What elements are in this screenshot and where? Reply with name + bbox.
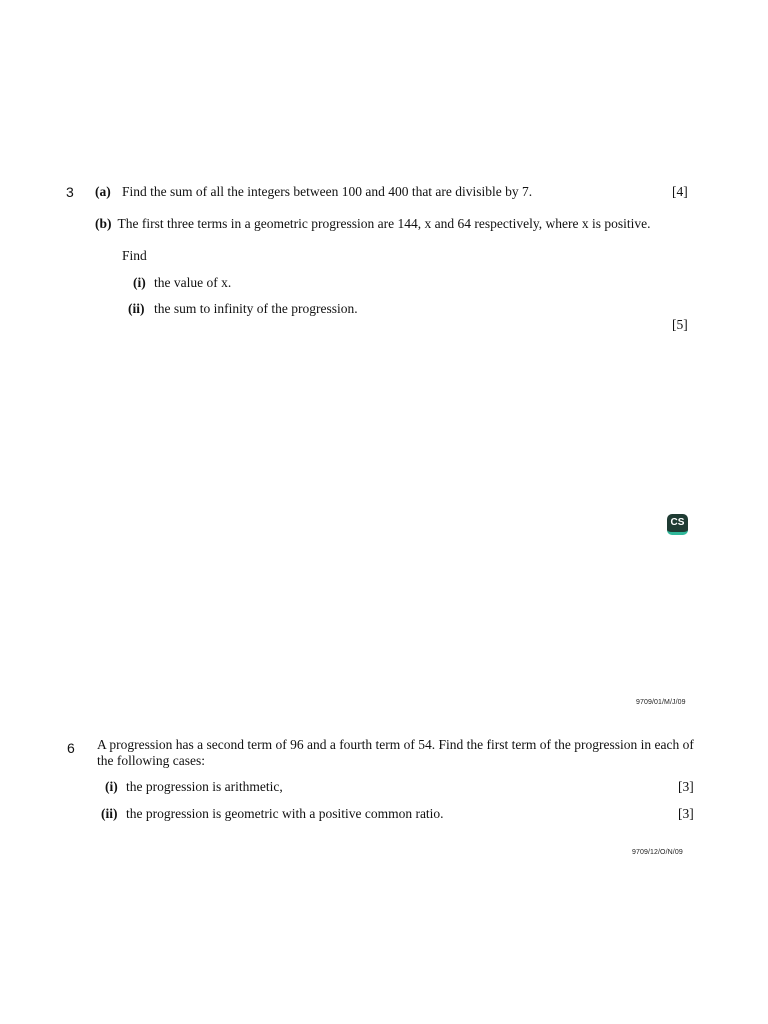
question-6-ii-text: the progression is geometric with a positive common ratio. [126,806,444,821]
question-3a-label: (a) [95,184,111,199]
camscanner-logo-icon: CS [667,514,688,535]
question-3b-ii-label: (ii) [128,301,145,316]
paper-code-q6: 9709/12/O/N/09 [632,849,683,856]
question-3b-i-label: (i) [133,275,146,290]
question-6-number: 6 [67,740,75,756]
question-3-number: 3 [66,184,74,200]
question-3b-text: The first three terms in a geometric progression are 144, x and 64 respectively, where x is positive. [117,216,651,231]
question-3b-i-text: the value of x. [154,275,232,290]
question-3a-text: Find the sum of all the integers between 100 and 400 that are divisible by 7. [122,184,533,199]
question-6-ii-label: (ii) [101,806,118,821]
paper-code-q3: 9709/01/M/J/09 [636,699,686,706]
question-6-i-label: (i) [105,779,118,794]
question-6-i-marks: [3] [678,779,694,794]
question-3b-find: Find [122,248,147,263]
question-6-ii-marks: [3] [678,806,694,821]
question-3b-label: (b) [95,216,112,231]
question-3b-block [95,216,655,232]
question-6-text: A progression has a second term of 96 and a fourth term of 54. Find the first term of the progression in each of the following cases: [97,737,694,768]
question-3b-marks: [5] [672,317,688,332]
question-3b-ii-text: the sum to infinity of the progression. [154,301,358,316]
question-3a-marks: [4] [672,184,688,199]
question-6-i-text: the progression is arithmetic, [126,779,283,794]
